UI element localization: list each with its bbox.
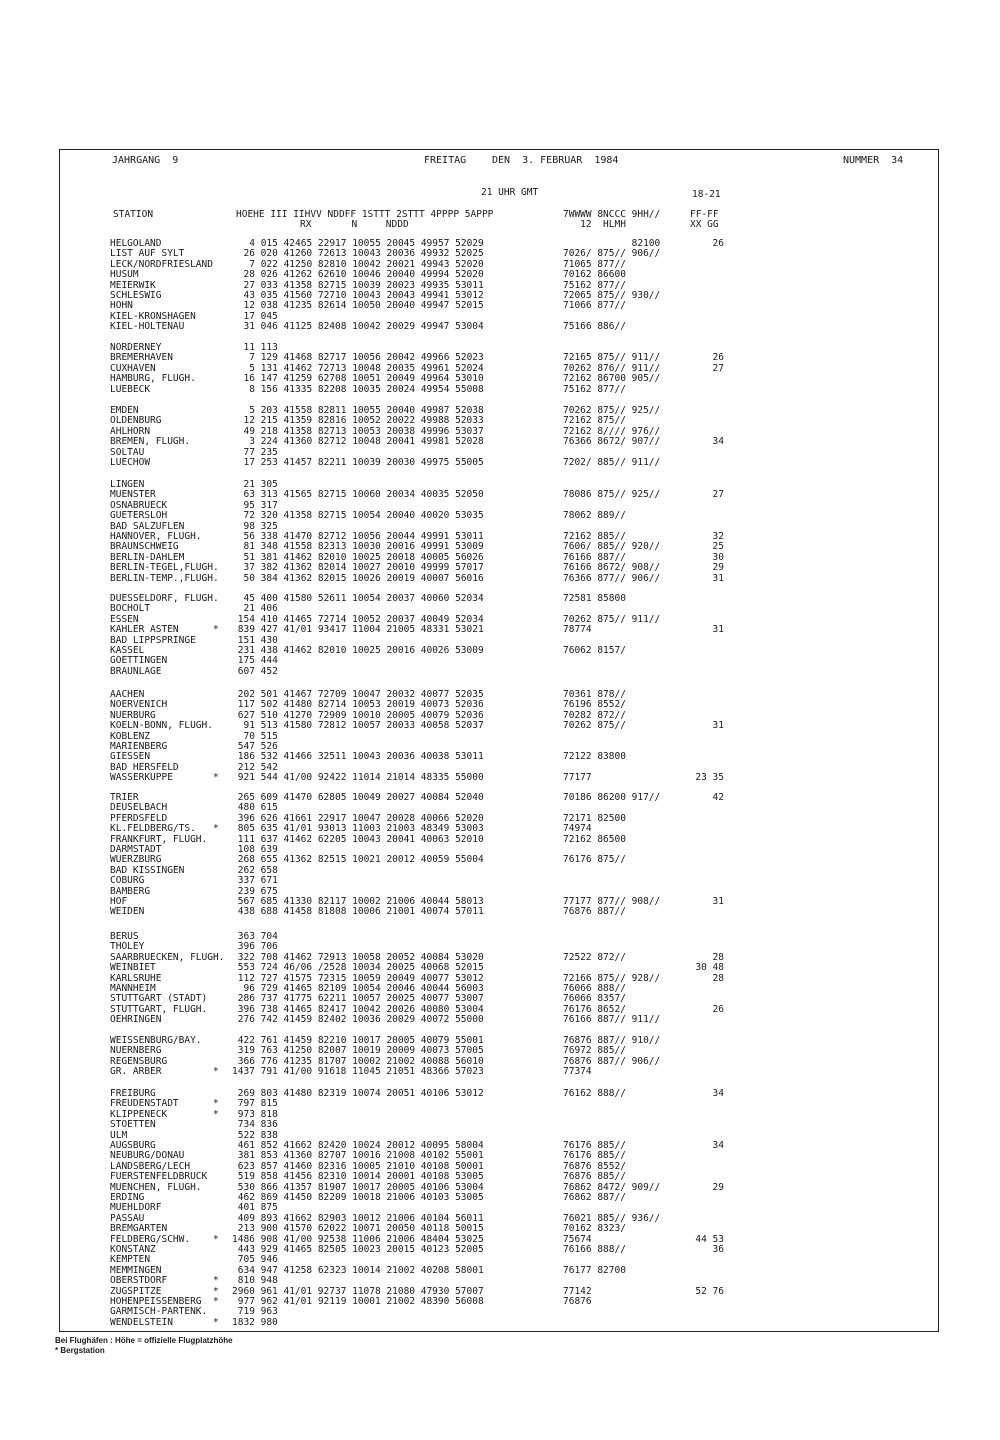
station-name: HOHENPEISSENBERG * — [110, 1296, 219, 1307]
station-name: SCHLESWIG — [110, 290, 162, 301]
station-name: WEISSENBURG/BAY. — [110, 1035, 202, 1046]
gust-codes: 32 — [712, 531, 724, 542]
station-name: EMDEN — [110, 405, 139, 416]
station-codes: 231 438 41462 82010 10025 20016 40026 53009 — [237, 645, 484, 656]
issue-label: NUMMER 34 — [843, 155, 904, 166]
weather-codes: 70262 875// 911// — [563, 613, 661, 625]
weather-codes: 75166 886// — [563, 321, 626, 333]
station-codes: 634 947 41258 62323 10014 21002 40208 58001 — [237, 1264, 484, 1276]
station-name: ZUGSPITZE * — [110, 1285, 219, 1297]
station-codes: 269 803 41480 82319 10074 20051 40106 53012 — [237, 1088, 484, 1099]
station-name: BOCHOLT — [110, 603, 151, 615]
station-codes: 366 776 41235 81707 10002 21002 40088 56010 — [237, 1055, 484, 1067]
gust-codes: 27 — [712, 362, 724, 374]
station-name: NUERNBERG — [110, 1045, 162, 1057]
station-codes: 154 410 41465 72714 10052 20037 40049 52034 — [237, 613, 484, 625]
station-name: NORDERNEY — [110, 342, 162, 353]
weather-codes: 76066 888// — [563, 983, 626, 994]
station-name: SOLTAU — [110, 446, 145, 458]
station-name: MARIENBERG — [110, 741, 168, 752]
station-codes: 5 131 41462 72713 10048 20035 49961 52024 — [249, 362, 484, 374]
station-codes: 262 658 — [237, 864, 278, 876]
weather-codes: 72581 85800 — [563, 593, 626, 604]
station-codes: 186 532 41466 32511 10043 20036 40038 53011 — [237, 751, 484, 763]
station-codes: 50 384 41362 82015 10026 20019 40007 56016 — [243, 572, 484, 584]
station-name: THOLEY — [110, 941, 145, 953]
footnote-mountain: * Bergstation — [55, 1346, 105, 1355]
station-name: BAD HERSFELD — [110, 761, 179, 773]
gust-codes: 27 — [712, 489, 724, 501]
station-name: PASSAU — [110, 1212, 145, 1224]
weather-codes: 70262 875// — [563, 720, 626, 732]
station-name: STUTTGART, FLUGH. — [110, 1003, 208, 1015]
weather-codes: 74974 — [563, 823, 592, 835]
station-name: WEINBIET — [110, 962, 156, 974]
station-name: FRANKFURT, FLUGH. — [110, 833, 208, 845]
station-name: HOF — [110, 896, 128, 907]
station-name: MUENCHEN, FLUGH. — [110, 1181, 202, 1193]
station-codes: 117 502 41480 82714 10053 20019 40073 52036 — [237, 699, 484, 711]
station-codes: 16 147 41259 62708 10051 20049 49964 53010 — [243, 373, 484, 385]
weather-codes: 76862 8472/ 909// — [563, 1181, 661, 1193]
station-codes: 212 542 — [237, 761, 278, 773]
station-codes: 396 706 — [237, 941, 278, 953]
weather-codes: 76177 82700 — [563, 1264, 626, 1276]
station-name: LIST AUF SYLT — [110, 248, 185, 260]
station-name: KEMPTEN — [110, 1254, 151, 1266]
station-codes: 91 513 41580 72812 10057 20033 40058 52037 — [243, 720, 484, 732]
station-name: REGENSBURG — [110, 1055, 168, 1067]
station-codes: 973 818 — [237, 1108, 278, 1120]
station-codes: 11 113 — [243, 342, 278, 353]
weather-codes: 72171 82500 — [563, 812, 626, 824]
station-name: GUETERSLOH — [110, 510, 168, 522]
weather-codes: 72162 86700 905// — [563, 373, 661, 385]
station-codes: 567 685 41330 82117 10002 21006 40044 58013 — [237, 896, 484, 907]
station-name: BREMERHAVEN — [110, 352, 173, 364]
weather-codes: 72162 885// — [563, 531, 626, 542]
weather-codes: 76876 887// 906// — [563, 1055, 661, 1067]
station-name: ULM — [110, 1129, 128, 1141]
weather-codes: 71065 877// — [563, 258, 626, 270]
station-name: BERLIN-TEGEL,FLUGH. — [110, 562, 219, 574]
station-codes: 56 338 41470 82712 10056 20044 49991 53011 — [243, 531, 484, 542]
station-codes: 2960 961 41/01 92737 11078 21080 47930 57007 — [232, 1285, 484, 1297]
station-name: GARMISCH-PARTENK. — [110, 1306, 208, 1318]
weather-codes: 76196 8552/ — [563, 699, 626, 711]
station-name: CUXHAVEN — [110, 362, 156, 374]
station-name: KONSTANZ — [110, 1244, 156, 1255]
station-name: AUGSBURG — [110, 1140, 156, 1151]
station-codes: 108 639 — [237, 844, 278, 855]
station-name: KLIPPENECK * — [110, 1108, 219, 1120]
gust-codes: 29 — [712, 1181, 724, 1193]
gust-codes: 26 — [712, 238, 724, 249]
weather-codes: 7202/ 885// 911// — [563, 457, 661, 468]
station-codes: 547 526 — [237, 741, 278, 752]
station-codes: 239 675 — [237, 885, 278, 897]
station-codes: 151 430 — [237, 634, 278, 646]
weather-codes: 77142 — [563, 1285, 592, 1297]
weather-codes: 76176 885// — [563, 1140, 626, 1151]
station-name: PFERDSFELD — [110, 812, 168, 824]
station-codes: 443 929 41465 82505 10023 20015 40123 52005 — [237, 1244, 484, 1255]
station-name: BRAUNSCHWEIG — [110, 541, 179, 553]
weather-codes: 76862 887// — [563, 1192, 626, 1203]
station-name: ERDING — [110, 1192, 145, 1203]
weather-codes: 75162 877// — [563, 279, 626, 291]
gust-codes: 26 — [712, 352, 724, 364]
gust-codes: 30 48 — [695, 962, 724, 974]
gust-window: 18-21 — [692, 189, 721, 200]
station-codes: 43 035 41560 72710 10043 20043 49941 53012 — [243, 290, 484, 301]
weather-codes: 70262 875// 925// — [563, 405, 661, 416]
station-codes: 17 253 41457 82211 10039 20030 49975 55005 — [243, 457, 484, 468]
station-codes: 63 313 41565 82715 10060 20034 40035 52050 — [243, 489, 484, 501]
observation-time: 21 UHR GMT — [481, 187, 539, 198]
station-codes: 26 020 41260 72613 10043 20036 49932 52025 — [243, 248, 484, 260]
station-codes: 607 452 — [237, 665, 278, 677]
station-codes: 627 510 41270 72909 10010 20005 40079 52036 — [237, 709, 484, 721]
station-name: BAD SALZUFLEN — [110, 520, 185, 532]
station-codes: 7 129 41468 82717 10056 20042 49966 52023 — [249, 352, 484, 364]
station-codes: 977 962 41/01 92119 10001 21002 48390 56008 — [237, 1296, 484, 1307]
weather-codes: 76176 8652/ — [563, 1003, 626, 1015]
gust-column-subheader: XX GG — [690, 219, 719, 230]
station-codes: 805 635 41/01 93013 11003 21003 48349 53003 — [237, 823, 484, 835]
weather-codes: 72162 8//// 976// — [563, 425, 661, 437]
station-codes: 21 305 — [243, 479, 278, 490]
station-codes: 77 235 — [243, 446, 278, 458]
weather-codes: 77177 877// 908// — [563, 896, 661, 907]
station-codes: 363 704 — [237, 931, 278, 942]
station-name: BAD LIPPSPRINGE — [110, 634, 196, 646]
station-codes: 12 038 41235 82614 10050 20040 49947 52015 — [243, 300, 484, 312]
station-name: KOELN-BONN, FLUGH. — [110, 720, 213, 732]
weather-codes: 72162 86500 — [563, 833, 626, 845]
weather-codes: 72065 875// 930// — [563, 290, 661, 301]
gust-codes: 23 35 — [695, 772, 724, 784]
weather-codes: 78086 875// 925// — [563, 489, 661, 501]
gust-codes: 34 — [712, 1140, 724, 1151]
weather-codes: 70262 876// 911// — [563, 362, 661, 374]
gust-codes: 42 — [712, 792, 724, 803]
station-codes: 438 688 41458 81808 10006 21001 40074 57011 — [237, 906, 484, 918]
station-name: HANNOVER, FLUGH. — [110, 531, 202, 542]
weather-codes: 77374 — [563, 1066, 592, 1078]
weekday-label: FREITAG — [424, 155, 467, 166]
station-codes: 21 406 — [243, 603, 278, 615]
footnote-airports: Bei Flughäfen : Höhe = offizielle Flugplatzhöhe — [55, 1336, 233, 1345]
station-codes: 401 875 — [237, 1202, 278, 1214]
station-name: MANNHEIM — [110, 983, 156, 994]
station-codes: 839 427 41/01 93417 11004 21005 48331 53021 — [237, 624, 484, 636]
weather-codes: 71066 877// — [563, 300, 626, 312]
station-name: BREMGARTEN — [110, 1223, 168, 1235]
gust-codes: 30 — [712, 551, 724, 563]
weather-codes: 70162 86600 — [563, 269, 626, 281]
station-codes: 734 836 — [237, 1119, 278, 1131]
station-name: GIESSEN — [110, 751, 151, 763]
station-name: KIEL-HOLTENAU — [110, 321, 185, 333]
station-codes: 8 156 41335 82208 10035 20024 49954 55008 — [249, 383, 484, 395]
weather-codes: 76176 875// — [563, 854, 626, 866]
station-name: LUEBECK — [110, 383, 151, 395]
station-name: WUERZBURG — [110, 854, 162, 866]
station-name: NUERBURG — [110, 709, 156, 721]
station-codes: 319 763 41250 82007 10019 20009 40073 57005 — [237, 1045, 484, 1057]
station-name: MEMMINGEN — [110, 1264, 162, 1276]
weather-codes: 72522 872// — [563, 951, 626, 963]
station-codes: 623 857 41460 82316 10005 21010 40108 50001 — [237, 1160, 484, 1172]
weather-codes: 76062 8157/ — [563, 645, 626, 656]
station-codes: 98 325 — [243, 520, 278, 532]
weather-column-subheader: 12 HLMH — [563, 219, 626, 230]
station-codes: 265 609 41470 62805 10049 20027 40084 52040 — [237, 792, 484, 803]
station-codes: 396 626 41661 22917 10047 20028 40066 52020 — [237, 812, 484, 824]
station-column-header: STATION — [113, 209, 154, 220]
station-name: OBERSTDORF * — [110, 1275, 219, 1287]
weather-codes: 76876 — [563, 1296, 592, 1307]
weather-codes: 76176 885// — [563, 1150, 626, 1162]
station-name: STUTTGART (STADT) — [110, 993, 208, 1005]
weather-codes: 70186 86200 917// — [563, 792, 661, 803]
station-codes: 213 900 41570 62022 10071 20050 40118 50015 — [237, 1223, 484, 1235]
code-column-header: HOEHE III IIHVV NDDFF 1STTT 2STTT 4PPPP 5APPP — [236, 209, 494, 220]
station-codes: 381 853 41360 82707 10016 21008 40102 55001 — [237, 1150, 484, 1162]
weather-codes: 76066 8357/ — [563, 993, 626, 1005]
station-codes: 72 320 41358 82715 10054 20040 40020 53035 — [243, 510, 484, 522]
weather-codes: 76876 887// — [563, 906, 626, 918]
weather-codes: 77177 — [563, 772, 592, 784]
station-codes: 45 400 41580 52611 10054 20037 40060 52034 — [243, 593, 484, 604]
weather-codes: 70361 878// — [563, 689, 626, 700]
station-codes: 28 026 41262 62610 10046 20040 49994 52020 — [243, 269, 484, 281]
station-name: LECK/NORDFRIESLAND — [110, 258, 213, 270]
station-name: FREUDENSTADT * — [110, 1098, 219, 1110]
weather-codes: 75162 877// — [563, 383, 626, 395]
station-codes: 4 015 42465 22917 10055 20045 49957 52029 — [249, 238, 484, 249]
station-name: ESSEN — [110, 613, 139, 625]
station-codes: 111 637 41462 62205 10043 20041 40063 52010 — [237, 833, 484, 845]
weather-codes: 82100 — [563, 238, 661, 249]
station-name: OLDENBURG — [110, 415, 162, 427]
weather-codes: 76876 887// 910// — [563, 1035, 661, 1046]
station-name: DEUSELBACH — [110, 802, 168, 814]
gust-codes: 26 — [712, 1003, 724, 1015]
gust-column-header: FF-FF — [690, 209, 719, 220]
gust-codes: 31 — [712, 720, 724, 732]
station-codes: 175 444 — [237, 655, 278, 667]
station-name: BERLIN-TEMP.,FLUGH. — [110, 572, 219, 584]
station-name: LUECHOW — [110, 457, 151, 468]
gust-codes: 29 — [712, 562, 724, 574]
station-codes: 27 033 41358 82715 10039 20023 49935 53011 — [243, 279, 484, 291]
station-name: NEUBURG/DONAU — [110, 1150, 185, 1162]
station-codes: 705 946 — [237, 1254, 278, 1266]
station-name: AHLHORN — [110, 425, 151, 437]
station-codes: 462 869 41450 82209 10018 21006 40103 53005 — [237, 1192, 484, 1203]
weather-codes: 76166 888// — [563, 1244, 626, 1255]
station-name: HOHN — [110, 300, 133, 312]
gust-codes: 28 — [712, 972, 724, 984]
weather-codes: 7026/ 875// 906// — [563, 248, 661, 260]
gust-codes: 31 — [712, 572, 724, 584]
gust-codes: 36 — [712, 1244, 724, 1255]
weather-codes: 72165 875// 911// — [563, 352, 661, 364]
station-codes: 396 738 41465 82417 10042 20026 40080 53004 — [237, 1003, 484, 1015]
station-name: OSNABRUECK — [110, 499, 168, 511]
station-codes: 553 724 46/06 /2528 10034 20025 40068 52015 — [237, 962, 484, 974]
station-name: HUSUM — [110, 269, 139, 281]
station-name: DUESSELDORF, FLUGH. — [110, 593, 219, 604]
gust-codes: 31 — [712, 624, 724, 636]
station-name: NOERVENICH — [110, 699, 168, 711]
station-name: SAARBRUECKEN, FLUGH. — [110, 951, 225, 963]
station-name: KOBLENZ — [110, 730, 151, 742]
station-codes: 95 317 — [243, 499, 278, 511]
station-name: HAMBURG, FLUGH. — [110, 373, 196, 385]
station-codes: 1437 791 41/00 91618 11045 21051 48366 57023 — [232, 1066, 484, 1078]
weather-codes: 76876 8552/ — [563, 1160, 626, 1172]
station-name: KARLSRUHE — [110, 972, 162, 984]
station-name: TRIER — [110, 792, 139, 803]
weather-codes: 76166 887// — [563, 551, 626, 563]
station-codes: 202 501 41467 72709 10047 20032 40077 52035 — [237, 689, 484, 700]
station-codes: 797 815 — [237, 1098, 278, 1110]
station-codes: 17 045 — [243, 310, 278, 322]
weather-codes: 76876 885// — [563, 1171, 626, 1183]
weather-codes: 72122 83800 — [563, 751, 626, 763]
weather-codes: 76021 885// 936// — [563, 1212, 661, 1224]
station-codes: 409 893 41662 82903 10012 21006 40104 56011 — [237, 1212, 484, 1224]
weather-codes: 70282 872// — [563, 709, 626, 721]
weather-codes: 78774 — [563, 624, 592, 636]
gust-codes: 52 76 — [695, 1285, 724, 1297]
station-name: BAMBERG — [110, 885, 151, 897]
station-name: MUENSTER — [110, 489, 156, 501]
weather-codes: 76972 885// — [563, 1045, 626, 1057]
station-codes: 31 046 41125 82408 10042 20029 49947 53004 — [243, 321, 484, 333]
gust-codes: 44 53 — [695, 1233, 724, 1245]
station-codes: 519 858 41456 82310 10014 20001 40108 53005 — [237, 1171, 484, 1183]
weather-codes: 72166 875// 928// — [563, 972, 661, 984]
station-codes: 522 838 — [237, 1129, 278, 1141]
volume-label: JAHRGANG 9 — [112, 155, 179, 166]
station-name: FELDBERG/SCHW. * — [110, 1233, 219, 1245]
station-name: DARMSTADT — [110, 844, 162, 855]
station-name: LANDSBERG/LECH — [110, 1160, 191, 1172]
station-name: FREIBURG — [110, 1088, 156, 1099]
weather-codes: 76166 8672/ 908// — [563, 562, 661, 574]
station-codes: 112 727 41575 72315 10059 20049 40077 53012 — [237, 972, 484, 984]
station-codes: 422 761 41459 82210 10017 20005 40079 55001 — [237, 1035, 484, 1046]
station-codes: 37 382 41362 82014 10027 20010 49999 57017 — [243, 562, 484, 574]
station-name: BERLIN-DAHLEM — [110, 551, 185, 563]
weather-codes: 76162 888// — [563, 1088, 626, 1099]
station-codes: 7 022 41250 82810 10042 20021 49943 52020 — [249, 258, 484, 270]
gust-codes: 34 — [712, 436, 724, 448]
station-codes: 49 218 41358 82713 10053 20038 49996 53037 — [243, 425, 484, 437]
station-codes: 719 963 — [237, 1306, 278, 1318]
station-codes: 286 737 41775 62211 10057 20025 40077 53007 — [237, 993, 484, 1005]
weather-codes: 7606/ 885// 920// — [563, 541, 661, 553]
station-codes: 276 742 41459 82402 10036 20029 40072 55000 — [237, 1014, 484, 1026]
station-codes: 3 224 41360 82712 10048 20041 49981 52028 — [249, 436, 484, 448]
station-name: HELGOLAND — [110, 238, 162, 249]
weather-codes: 78062 889// — [563, 510, 626, 522]
station-codes: 530 866 41357 81907 10017 20005 40106 53004 — [237, 1181, 484, 1193]
station-codes: 337 671 — [237, 875, 278, 887]
station-name: KAHLER ASTEN * — [110, 624, 219, 636]
station-name: AACHEN — [110, 689, 145, 700]
gust-codes: 28 — [712, 951, 724, 963]
gust-codes: 31 — [712, 896, 724, 907]
station-name: GOETTINGEN — [110, 655, 168, 667]
station-codes: 461 852 41662 82420 10024 20012 40095 58004 — [237, 1140, 484, 1151]
station-name: BAD KISSINGEN — [110, 864, 185, 876]
station-codes: 322 708 41462 72913 10058 20052 40084 53020 — [237, 951, 484, 963]
weather-codes: 70162 8323/ — [563, 1223, 626, 1235]
station-name: STOETTEN — [110, 1119, 156, 1131]
station-name: COBURG — [110, 875, 145, 887]
station-codes: 96 729 41465 82109 10054 20046 40044 56003 — [243, 983, 484, 994]
code-column-subheader: RX N NDDD — [300, 219, 409, 230]
station-name: MUEHLDORF — [110, 1202, 162, 1214]
gust-codes: 25 — [712, 541, 724, 553]
station-name: GR. ARBER * — [110, 1066, 219, 1078]
station-name: BRAUNLAGE — [110, 665, 162, 677]
weather-codes: 72162 875// — [563, 415, 626, 427]
station-name: OEHRINGEN — [110, 1014, 162, 1026]
station-name: MEIERWIK — [110, 279, 156, 291]
station-name: BREMEN, FLUGH. — [110, 436, 191, 448]
station-name: FUERSTENFELDBRUCK — [110, 1171, 208, 1183]
weather-column-header: 7WWWW 8NCCC 9HH// — [563, 209, 661, 220]
station-codes: 480 615 — [237, 802, 278, 814]
station-name: WEIDEN — [110, 906, 145, 918]
station-name: LINGEN — [110, 479, 145, 490]
station-codes: 12 215 41359 82816 10052 20022 49988 52033 — [243, 415, 484, 427]
station-codes: 70 515 — [243, 730, 278, 742]
station-codes: 5 203 41558 82811 10055 20040 49987 52038 — [249, 405, 484, 416]
station-codes: 810 948 — [237, 1275, 278, 1287]
station-name: KIEL-KRONSHAGEN — [110, 310, 196, 322]
station-name: KL.FELDBERG/TS. * — [110, 823, 219, 835]
gust-codes: 34 — [712, 1088, 724, 1099]
weather-codes: 76366 8672/ 907// — [563, 436, 661, 448]
station-codes: 81 348 41558 82313 10030 20016 49991 53009 — [243, 541, 484, 553]
station-codes: 1832 980 — [232, 1316, 278, 1328]
date-label: DEN 3. FEBRUAR 1984 — [492, 155, 619, 166]
station-name: KASSEL — [110, 645, 145, 656]
station-codes: 1486 908 41/00 92538 11006 21006 48404 53025 — [232, 1233, 484, 1245]
station-codes: 268 655 41362 82515 10021 20012 40059 55004 — [237, 854, 484, 866]
station-name: BERUS — [110, 931, 139, 942]
station-codes: 51 381 41462 82010 10025 20018 40005 56026 — [243, 551, 484, 563]
station-name: WENDELSTEIN * — [110, 1316, 219, 1328]
weather-codes: 76366 877// 906// — [563, 572, 661, 584]
weather-codes: 76166 887// 911// — [563, 1014, 661, 1026]
station-name: WASSERKUPPE * — [110, 772, 219, 784]
station-codes: 921 544 41/00 92422 11014 21014 48335 55000 — [237, 772, 484, 784]
weather-codes: 75674 — [563, 1233, 592, 1245]
